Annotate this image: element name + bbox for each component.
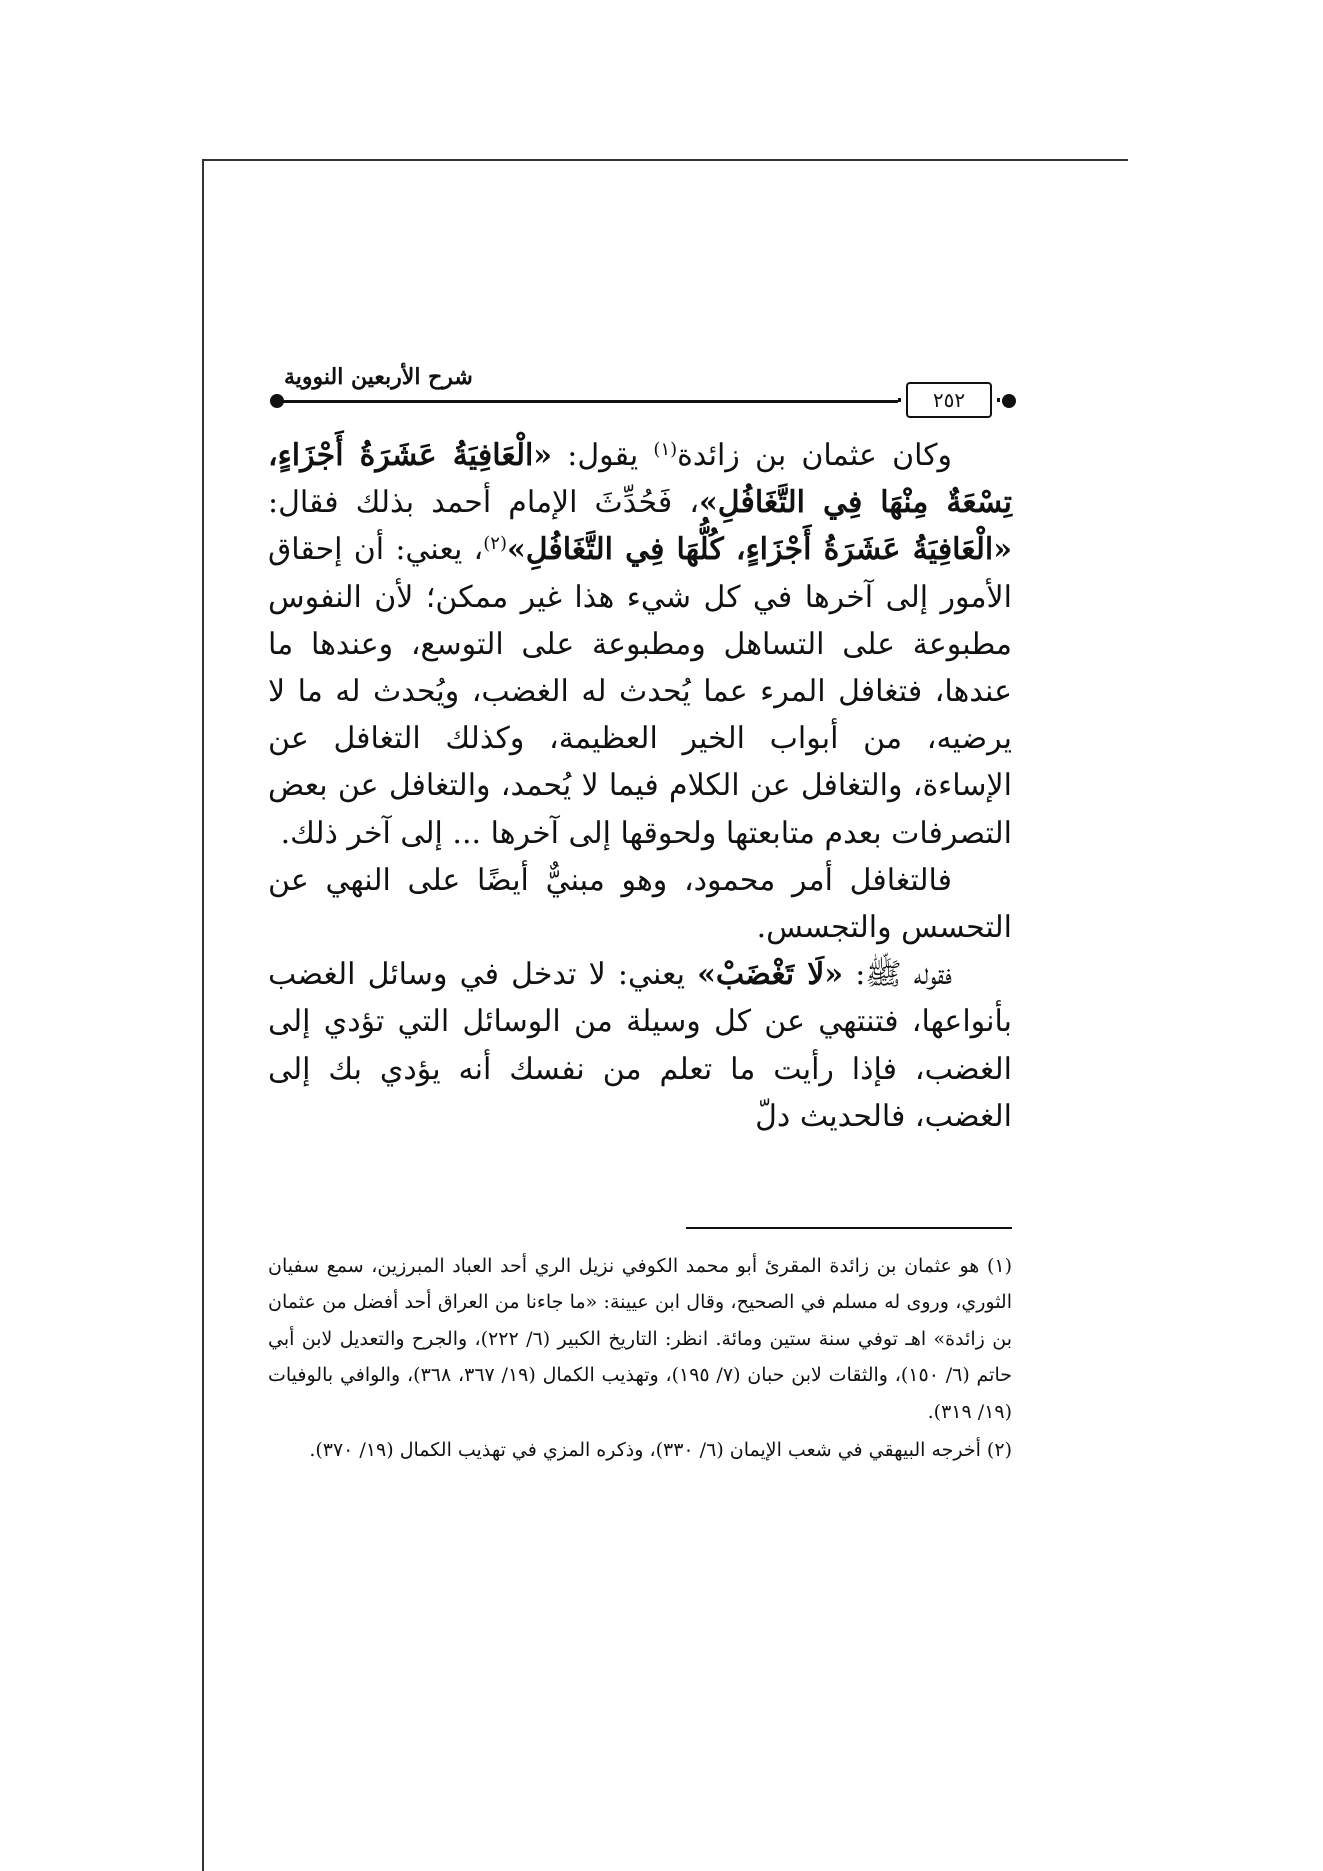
footnote-1: (١) هو عثمان بن زائدة المقرئ أبو محمد الكوفي نزيل الري أحد العباد المبرزين، سمع سفيان الثوري، وروى له مسلم في الصحيح، وقال ابن عيينة: «ما جاءنا من العراق أحد أفضل من عثمان بن زائدة» اهـ توفي سنة ستين ومائة. انظر: التاريخ الكبير (٦/ ٢٢٢)، والجرح والتعديل لابن أبي حاتم (٦/ ١٥٠)، والثقات لابن حبان (٧/ ١٩٥)، وتهذيب الكمال (١٩/ ٣٦٧، ٣٦٨)، والوافي بالوفيات (١٩/ ٣١٩). [268, 1255, 1013, 1423]
footnote-2: (٢) أخرجه البيهقي في شعب الإيمان (٦/ ٣٣٠)، وذكره المزي في تهذيب الكمال (١٩/ ٣٧٠). [309, 1439, 1012, 1462]
paragraph-3 [268, 951, 1012, 1140]
paragraph-1-text: وكان عثمان بن زائدة [677, 438, 953, 473]
paragraph-3-text-a: فقوله ﷺ: [843, 957, 953, 993]
scan-frame-left-line [202, 159, 204, 1871]
quote-afiya-tisa: «الْعَافِيَةُ عَشَرَةُ أَجْزَاءٍ، تِسْعَةٌ مِنْهَا فِي التَّغَافُلِ» [268, 438, 1013, 521]
quote-afiya-kulluha: «الْعَافِيَةُ عَشَرَةُ أَجْزَاءٍ، كُلُّهَا فِي التَّغَافُلِ» [506, 532, 1012, 568]
page-number: ٢٥٢ [906, 382, 992, 418]
header-ornament-dot-right [1002, 394, 1016, 408]
book-title: شرح الأربعين النووية [284, 364, 473, 390]
paragraph-1-text-c: ، فَحُدِّثَ الإمام أحمد بذلك فقال: [268, 485, 700, 521]
paragraph-2: فالتغافل أمر محمود، وهو مبنيٌّ أيضًا على النهي عن التحسس والتجسس. [268, 862, 1012, 946]
scan-frame-top-line [202, 159, 1128, 161]
paragraph-1-text-b: يقول: [552, 438, 654, 473]
footnotes [268, 1248, 1012, 1468]
paragraph-3-text-b: يعني: لا تدخل في وسائل الغضب بأنواعها، فتنتهي عن كل وسيلة من الوسائل التي تؤدي إلى الغضب، فإذا رأيت ما تعلم من نفسك أنه يؤدي بك إلى الغضب، فالحديث دلّ [268, 957, 1012, 1134]
main-text [268, 432, 1012, 1140]
footnote-separator [686, 1227, 1012, 1229]
footnote-marker-2: (٢) [483, 533, 507, 555]
paragraph-1-text-d: ، يعني: أن إحقاق الأمور إلى آخرها في كل شيء هذا غير ممكن؛ لأن النفوس مطبوعة على التساهل ومطبوعة على التوسع، وعندها ما عندها، فتغافل المرء عما يُحدث له الغضب، ويُحدث له ما لا يرضيه، من أبواب الخير العظيمة، وكذلك التغافل عن الإساءة، والتغافل عن الكلام فيما لا يُحمد، والتغافل عن بعض التصرفات بعدم متابعتها ولحوقها إلى آخرها ... إلى آخر ذلك. [268, 532, 1012, 851]
running-header [270, 362, 1016, 432]
quote-la-taghdab: «لَا تَغْضَبْ» [697, 957, 844, 993]
paragraph-1 [268, 432, 1012, 857]
footnote-marker-1: (١) [653, 439, 678, 460]
header-rule [278, 400, 898, 403]
